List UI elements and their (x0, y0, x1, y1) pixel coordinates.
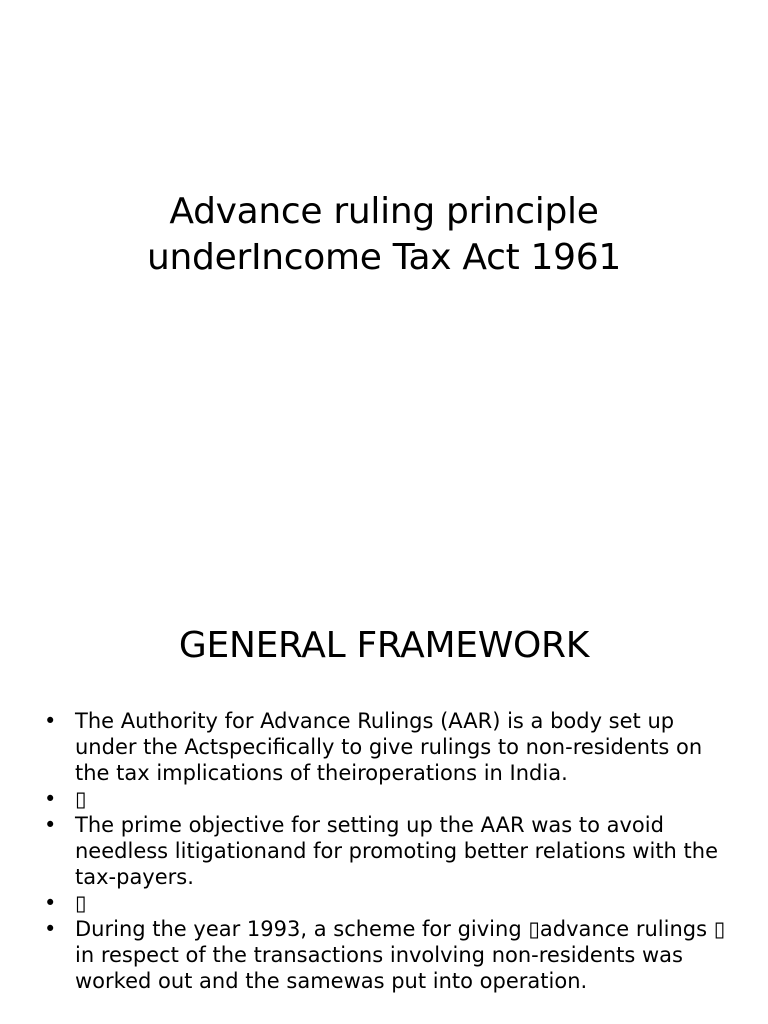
slide-title (40, 189, 728, 281)
bullet-item (44, 916, 734, 994)
bullet-text: The prime objective for setting up the AAR was to avoid needless litigationand for promoting better relations with the tax-payers. (75, 813, 719, 889)
content-slide (0, 576, 768, 1024)
bullet-dot-icon: • (44, 891, 57, 915)
bullet-dot-icon: • (44, 813, 57, 837)
bullet-item (44, 786, 734, 812)
bullet-text: ▯ (75, 891, 87, 915)
slide-title-line-1: Advance ruling principle (169, 191, 599, 232)
bullet-text: The Authority for Advance Rulings (AAR) is a body set up under the Actspecifically to give rulings to non-residents on the tax implications of theiroperations in India. (75, 709, 703, 785)
bullet-text: ▯ (75, 787, 87, 811)
bullet-item (44, 890, 734, 916)
bullet-item (44, 812, 734, 890)
bullet-dot-icon: • (44, 917, 57, 941)
section-title: GENERAL FRAMEWORK (178, 625, 590, 666)
bullet-list (44, 708, 734, 994)
bullet-dot-icon: • (44, 709, 57, 733)
bullet-text: During the year 1993, a scheme for giving ▯advance rulings ▯ in respect of the transactions involving non-residents was worked out and the samewas put into operation. (75, 917, 726, 993)
bullet-item (44, 708, 734, 786)
bullet-dot-icon: • (44, 787, 57, 811)
slide-title-line-2: underIncome Tax Act 1961 (147, 237, 621, 278)
